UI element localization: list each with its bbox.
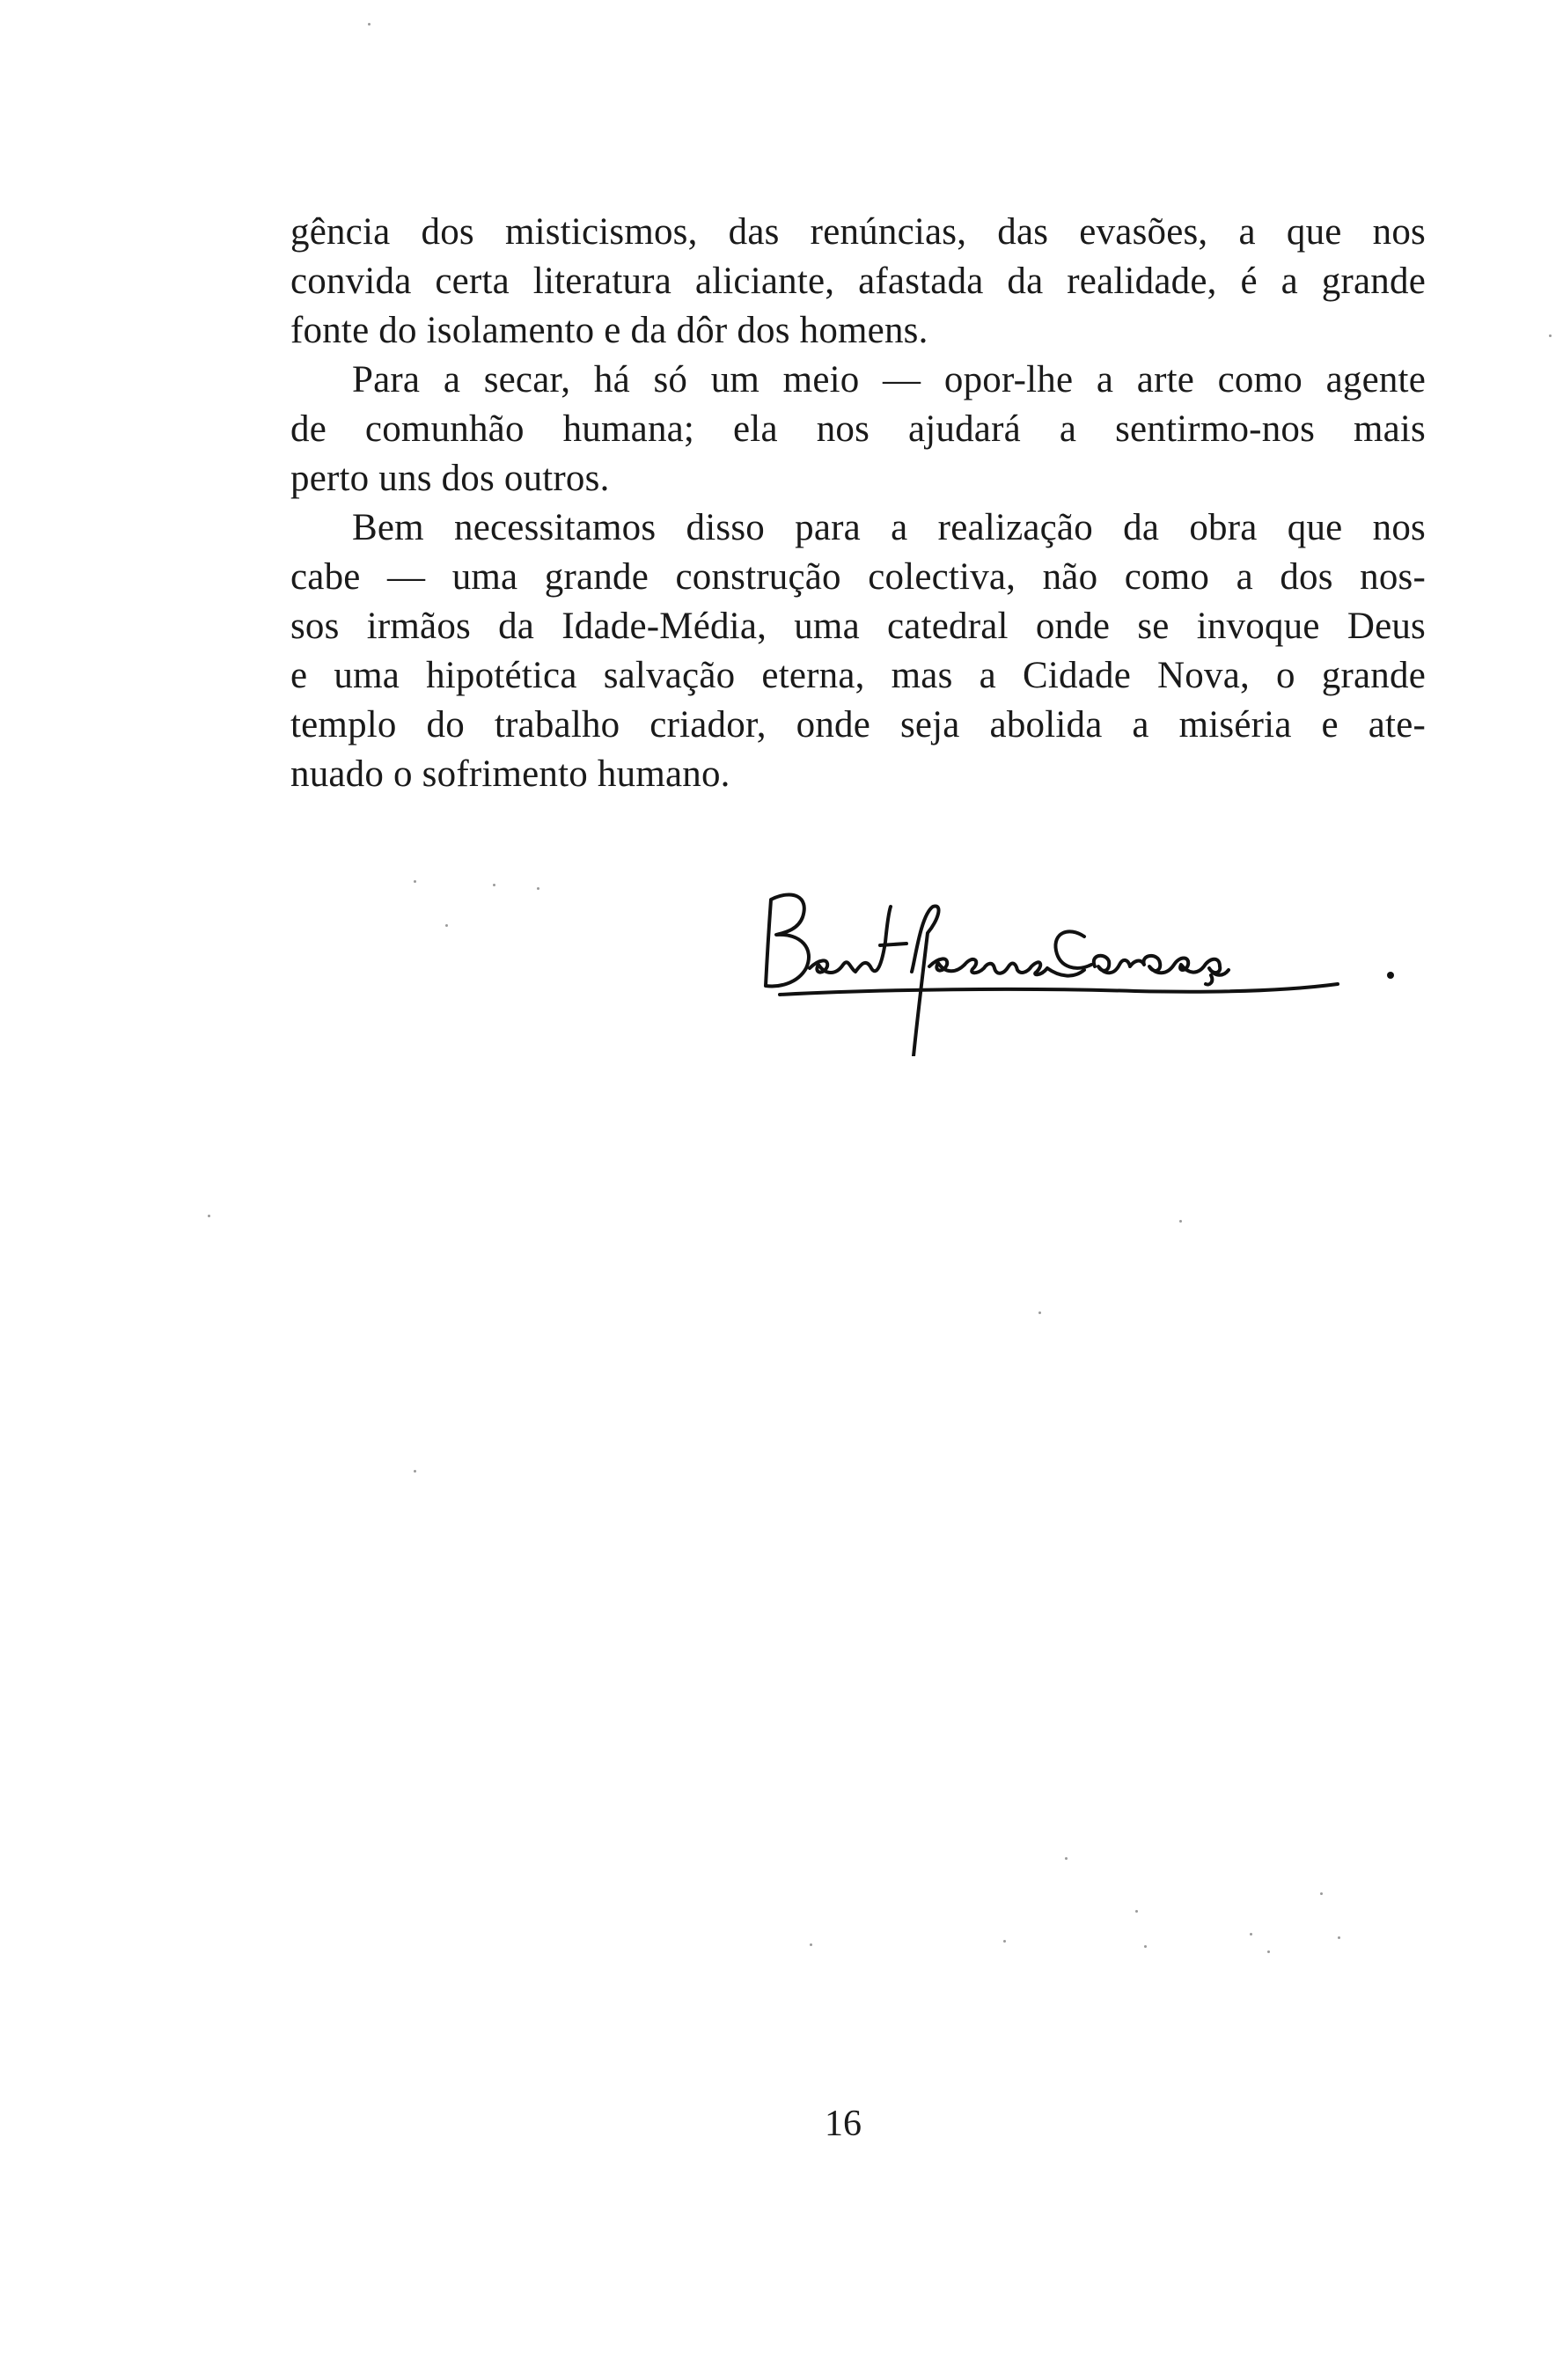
scan-speck (810, 1943, 812, 1946)
scan-speck (414, 1470, 416, 1473)
scan-speck (1320, 1892, 1323, 1895)
scan-speck (1144, 1945, 1147, 1948)
scan-speck (208, 1215, 210, 1217)
scan-speck (1267, 1950, 1270, 1953)
scan-speck (1135, 1910, 1138, 1913)
scan-speck (368, 23, 371, 26)
body-text (290, 208, 1426, 799)
scan-speck (1003, 1940, 1006, 1943)
handwritten-signature (757, 880, 1426, 1056)
text-line: de comunhão humana; ela nos ajudará a sentirmo-nos mais (290, 408, 1426, 450)
scan-speck (537, 887, 539, 890)
scan-speck (1065, 1857, 1068, 1860)
text-line: gência dos misticismos, das renúncias, das evasões, a que nos (290, 211, 1426, 253)
text-line: Para a secar, há só um meio — opor-lhe a arte como agente (352, 359, 1426, 400)
scan-speck (1179, 1220, 1182, 1223)
text-line: fonte do isolamento e da dôr dos homens. (290, 310, 928, 351)
text-line: perto uns dos outros. (290, 458, 610, 499)
text-line: Bem necessitamos disso para a realização da obra que nos (352, 507, 1426, 548)
text-line: convida certa literatura aliciante, afastada da realidade, é a grande (290, 261, 1426, 302)
scan-speck (1338, 1936, 1340, 1939)
page-number: 16 (825, 2104, 862, 2144)
scan-speck (1250, 1933, 1252, 1936)
text-line: templo do trabalho criador, onde seja abolida a miséria e ate- (290, 704, 1426, 746)
scan-speck (1038, 1311, 1041, 1314)
text-line: nuado o sofrimento humano. (290, 753, 730, 795)
scan-speck (1549, 334, 1552, 337)
text-line: cabe — uma grande construção colectiva, não como a dos nos- (290, 556, 1426, 598)
scan-speck (493, 884, 495, 886)
scan-speck (445, 924, 448, 927)
text-line: e uma hipotética salvação eterna, mas a Cidade Nova, o grande (290, 655, 1426, 696)
scan-speck (414, 880, 416, 883)
text-line: sos irmãos da Idade-Média, uma catedral onde se invoque Deus (290, 606, 1426, 647)
